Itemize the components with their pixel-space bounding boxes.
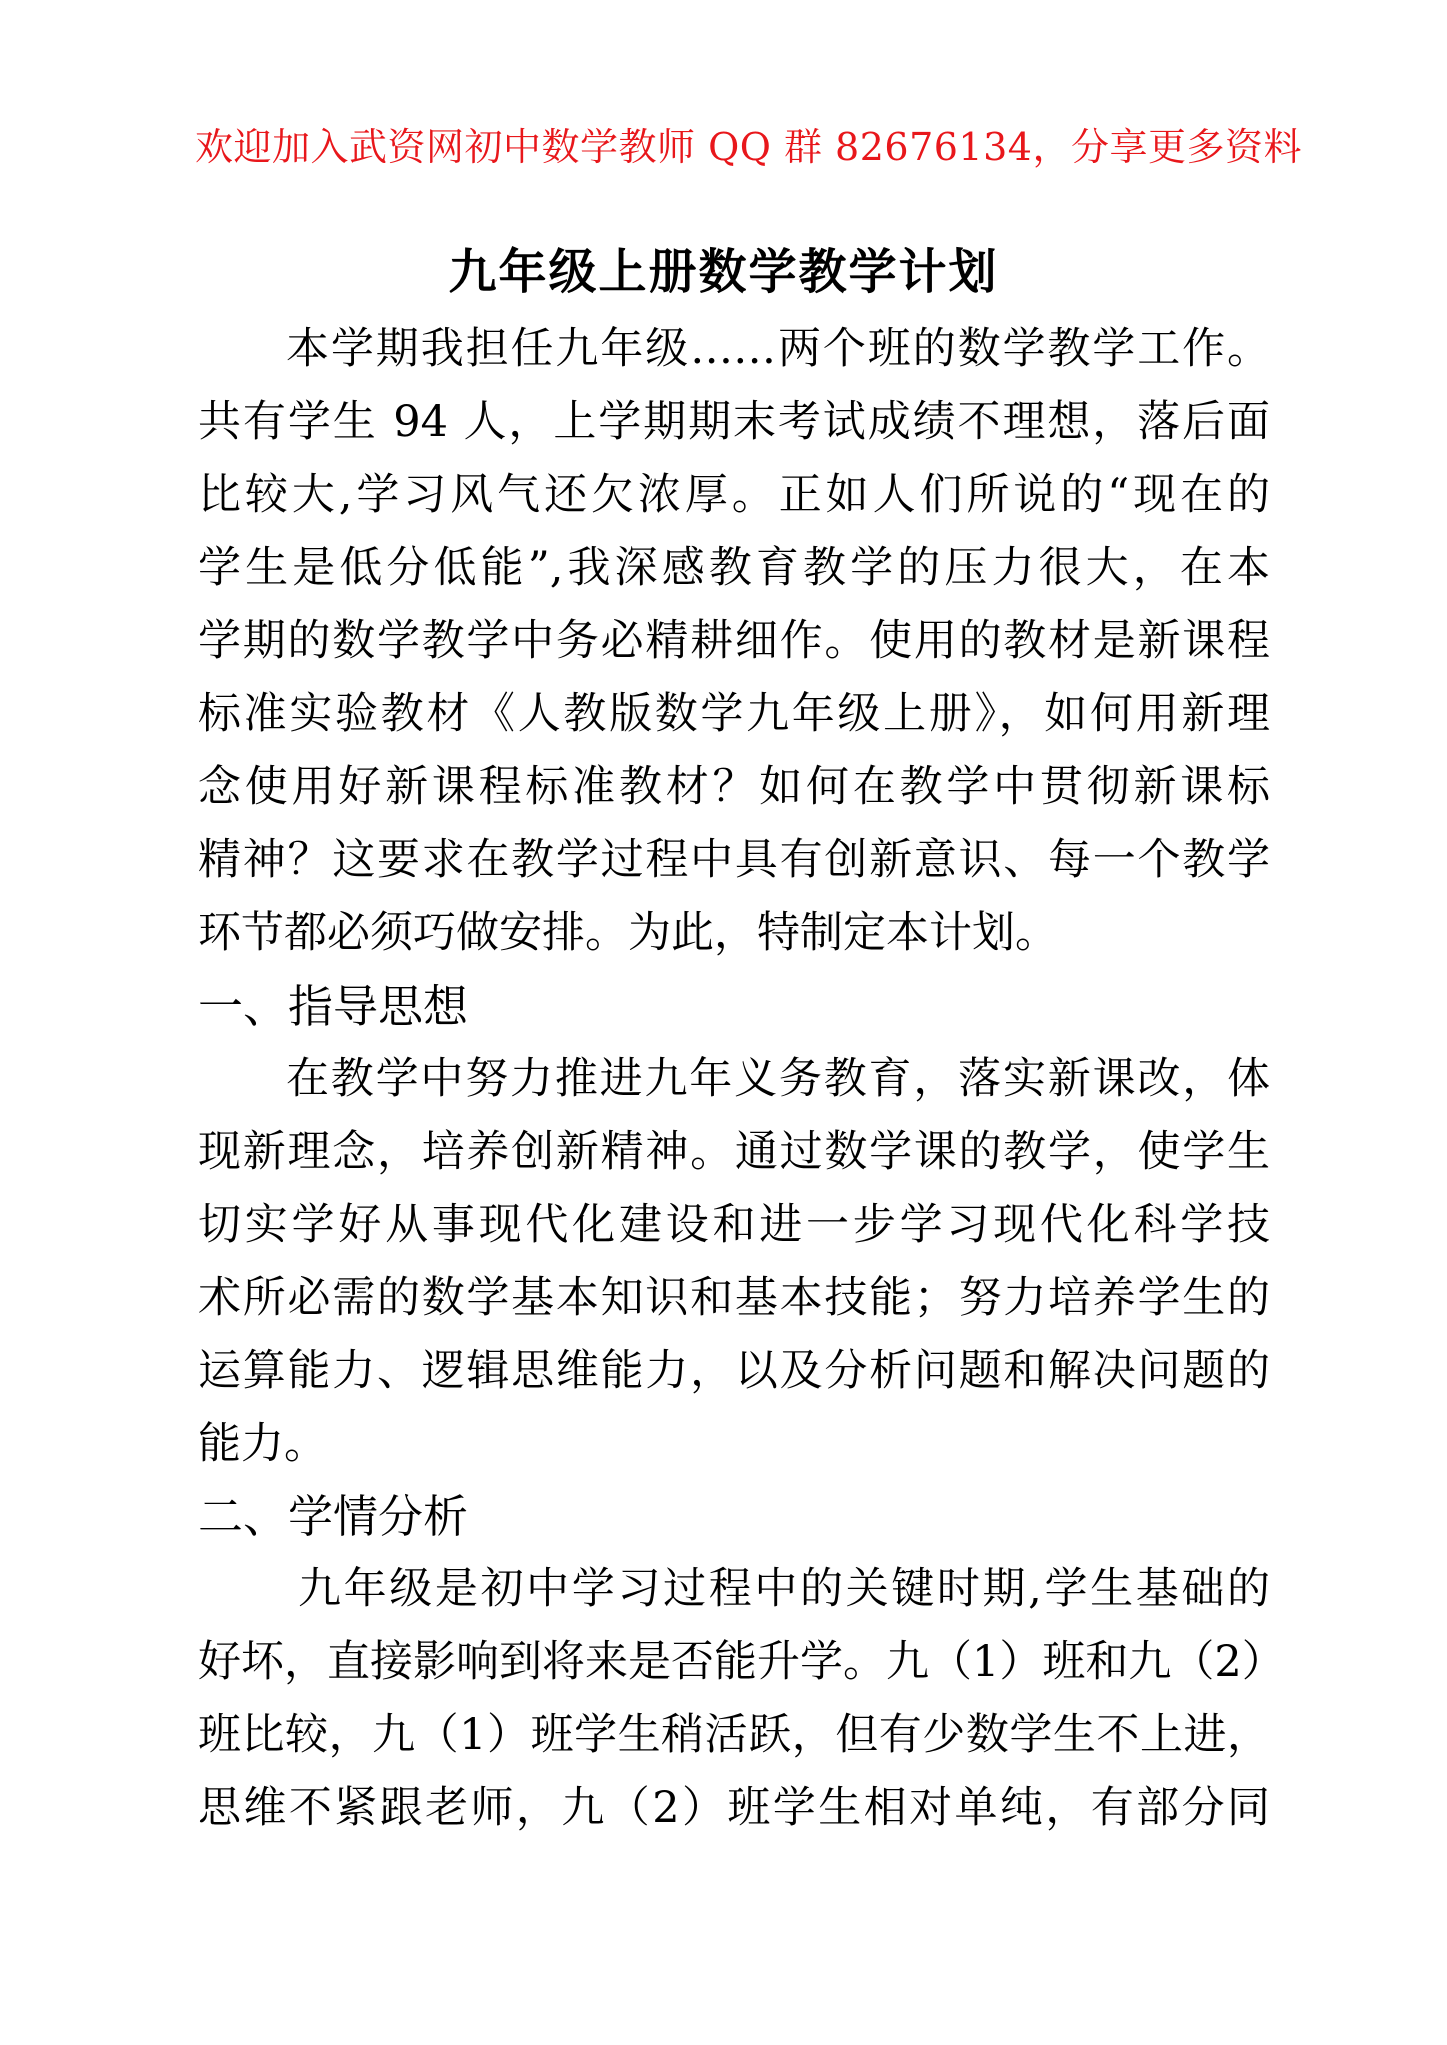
- paragraph-line: 术所必需的数学基本知识和基本技能；努力培养学生的: [198, 1273, 1270, 1323]
- intro-paragraph: [198, 313, 1270, 970]
- paragraph-line: 共有学生 94 人，上学期期末考试成绩不理想，落后面: [198, 397, 1270, 447]
- paragraph-line: 学生是低分低能”,我深感教育教学的压力很大，在本: [198, 543, 1270, 593]
- paragraph-line: 切实学好从事现代化建设和进一步学习现代化科学技: [198, 1200, 1270, 1250]
- section-heading: 一、指导思想: [198, 980, 469, 1033]
- paragraph-line: 念使用好新课程标准教材？如何在教学中贯彻新课标: [198, 762, 1270, 812]
- document-title: 九年级上册数学教学计划: [448, 244, 999, 300]
- paragraph-line: 本学期我担任九年级……两个班的数学教学工作。: [286, 324, 1270, 374]
- paragraph-line: 好坏，直接影响到将来是否能升学。九（1）班和九（2）: [198, 1637, 1285, 1687]
- paragraph-line: 班比较，九（1）班学生稍活跃，但有少数学生不上进，: [198, 1710, 1270, 1760]
- paragraph-line: 九年级是初中学习过程中的关键时期,学生基础的: [298, 1564, 1270, 1614]
- promo-header: 欢迎加入武资网初中数学教师 QQ 群 82676134，分享更多资料: [195, 125, 1302, 169]
- paragraph-line: 在教学中努力推进九年义务教育，落实新课改，体: [286, 1054, 1270, 1104]
- paragraph-line: 思维不紧跟老师，九（2）班学生相对单纯，有部分同: [198, 1783, 1270, 1833]
- paragraph-line: 能力。: [198, 1419, 327, 1469]
- paragraph-line: 精神？这要求在教学过程中具有创新意识、每一个教学: [198, 835, 1270, 885]
- paragraph-line: 学期的数学教学中务必精耕细作。使用的教材是新课程: [198, 616, 1270, 666]
- section-guiding-ideology: [198, 970, 1270, 1481]
- paragraph-line: 比较大,学习风气还欠浓厚。正如人们所说的“现在的: [198, 470, 1270, 520]
- paragraph-line: 环节都必须巧做安排。为此，特制定本计划。: [198, 908, 1058, 958]
- paragraph-line: 现新理念，培养创新精神。通过数学课的教学，使学生: [198, 1127, 1270, 1177]
- section-student-analysis: [198, 1480, 1285, 1845]
- paragraph-line: 标准实验教材《人教版数学九年级上册》，如何用新理: [198, 689, 1270, 739]
- paragraph-line: 运算能力、逻辑思维能力，以及分析问题和解决问题的: [198, 1346, 1270, 1396]
- section-heading: 二、学情分析: [198, 1490, 469, 1543]
